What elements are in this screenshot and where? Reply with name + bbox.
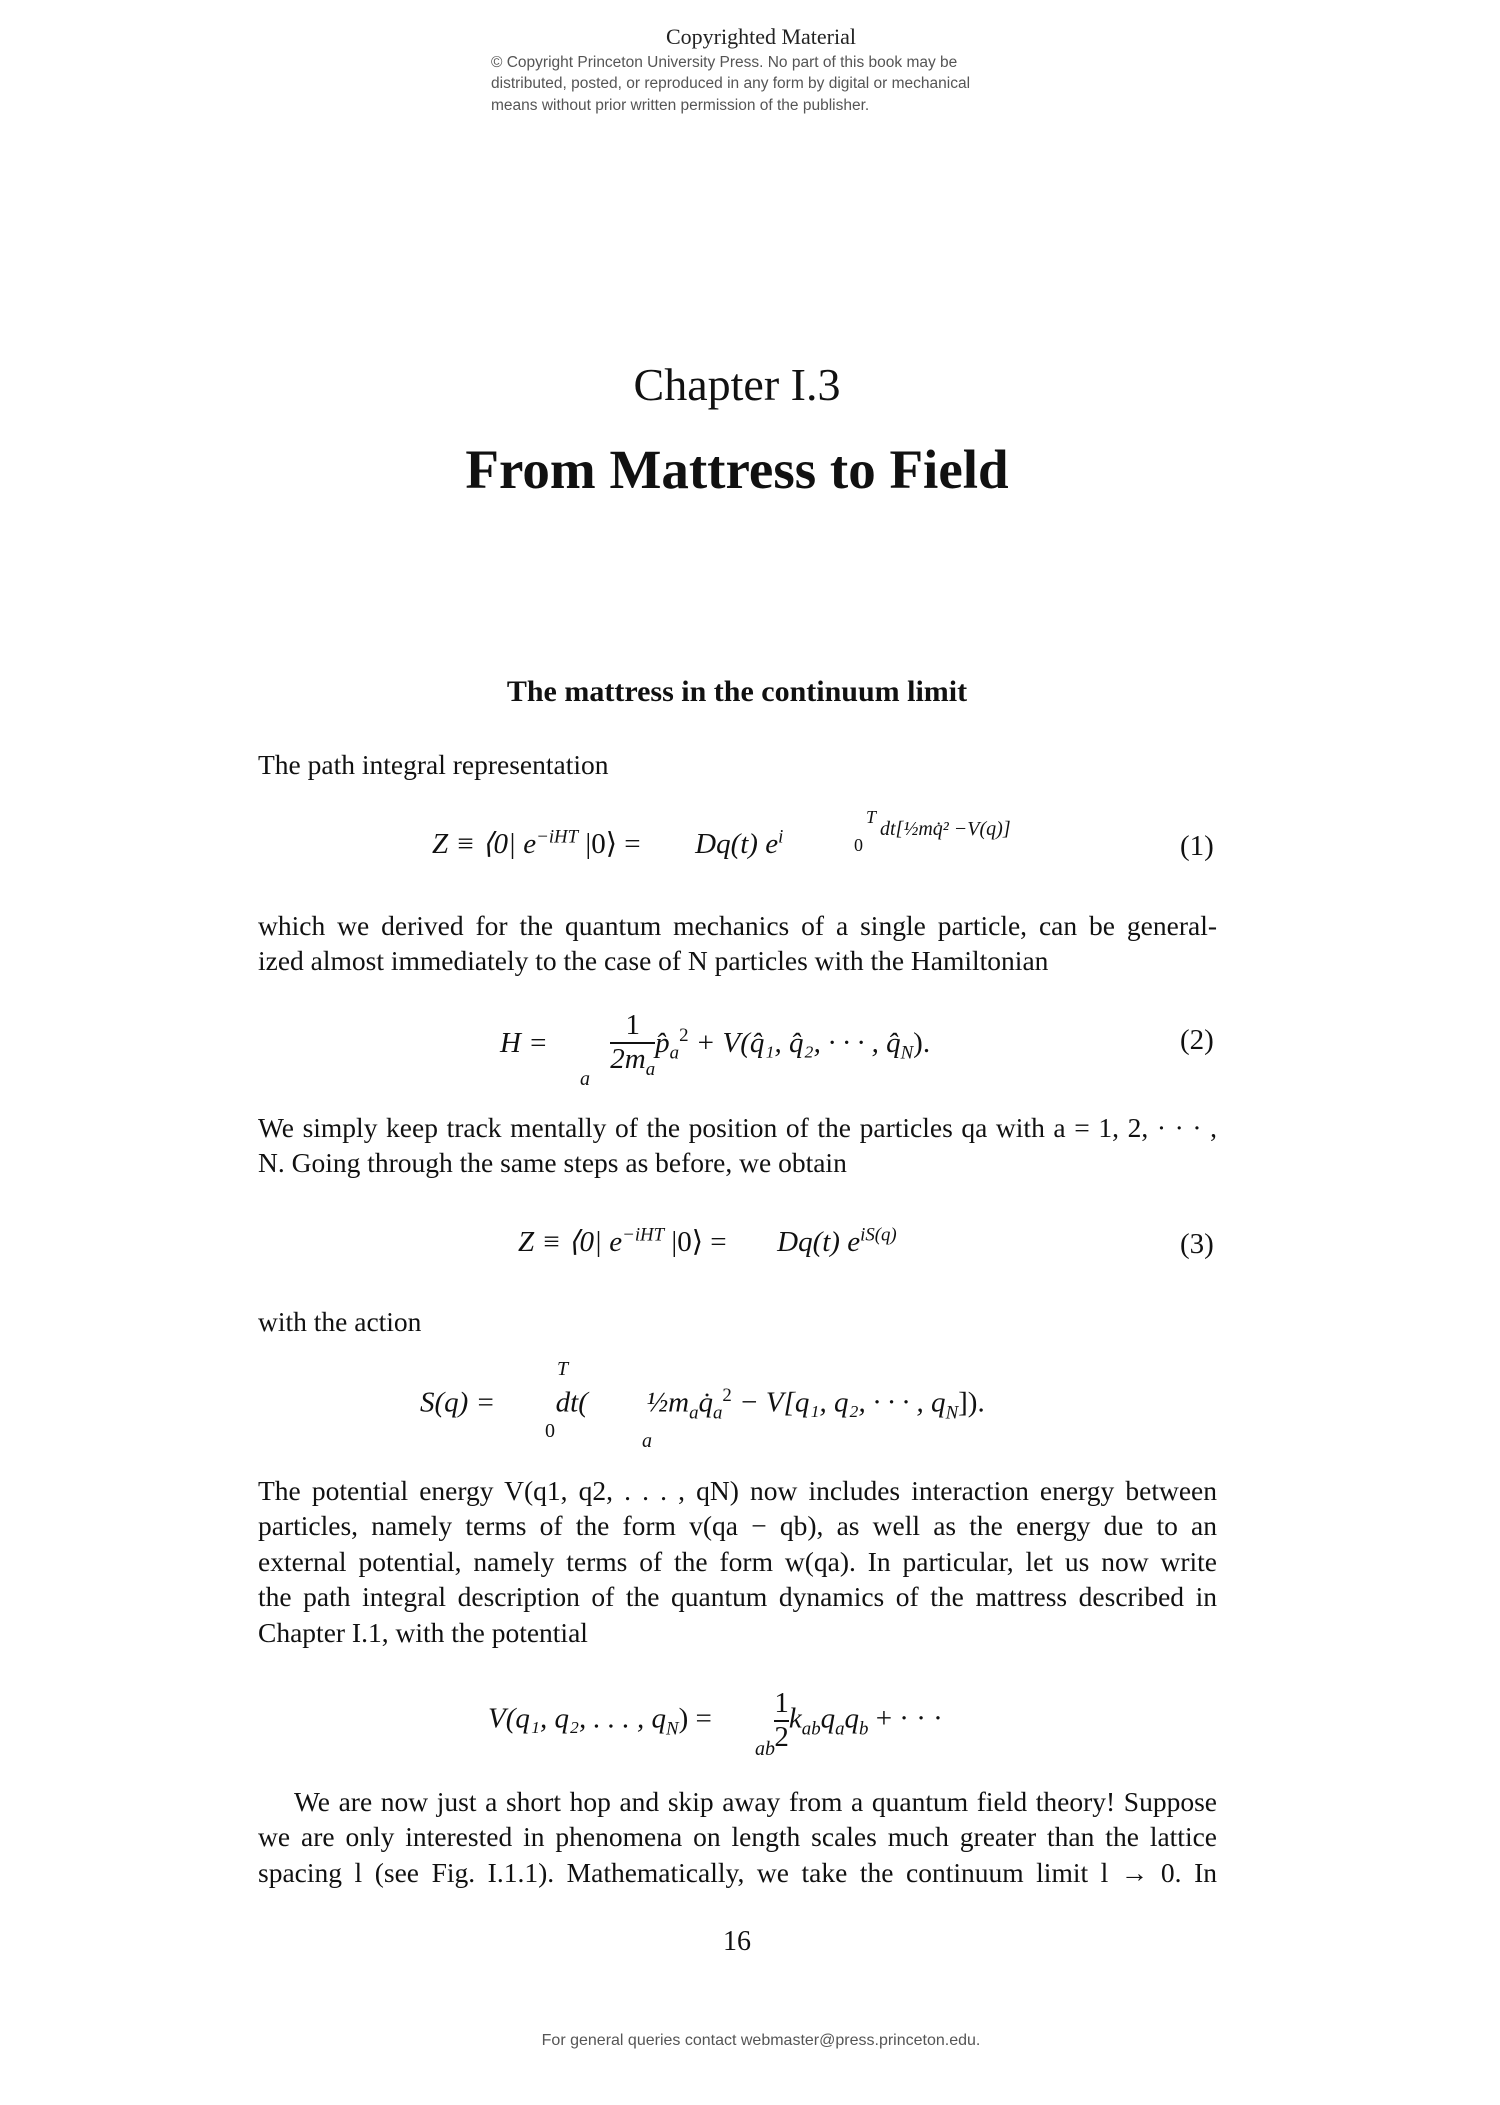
potential: + V(q̂₁, q̂₂, · · · , q̂ [688, 1026, 901, 1059]
sub: ab [801, 1718, 821, 1740]
copyright-header-title: Copyrighted Material [665, 24, 856, 49]
eq-lhs: Z ≡ ⟨0| e [432, 828, 537, 860]
sub: a [669, 1042, 680, 1064]
paragraph-line: We simply keep track mentally of the position of the particles qa with a = 1, 2, · · · , [258, 1112, 1217, 1143]
sup: 2 [722, 1385, 732, 1406]
equation-1 [432, 826, 783, 861]
eq-lhs: Z ≡ ⟨0| e [518, 1226, 623, 1258]
paragraph-line: The path integral representation [258, 749, 609, 780]
sup: 2 [679, 1025, 689, 1047]
eq-lhs: H = [500, 1026, 548, 1059]
eq-mid: |0⟩ = [578, 828, 641, 860]
eq-end: ). [913, 1026, 931, 1059]
denominator: 2m [610, 1042, 646, 1075]
eq-body: q [844, 1702, 860, 1735]
paragraph-line: The potential energy V(q1, q2, . . . , qN) now includes interaction energy between [258, 1475, 1217, 1506]
integral-upper-limit: T [866, 807, 877, 827]
equation-number: (1) [1180, 830, 1214, 862]
copyright-notice-line: © Copyright Princeton University Press. No part of this book may be [491, 54, 958, 71]
fraction [610, 1010, 655, 1080]
paragraph-line: Chapter I.1, with the potential [258, 1617, 588, 1648]
paragraph-line: which we derived for the quantum mechanics of a single particle, can be general- [258, 910, 1217, 941]
sub: a [835, 1718, 845, 1740]
eq-sup: −iHT [536, 826, 579, 848]
equation-number: (2) [1180, 1024, 1214, 1056]
eq-mid: |0⟩ = [664, 1226, 727, 1258]
sum-index: a [642, 1430, 652, 1452]
paragraph-line: the path integral description of the quantum dynamics of the mattress described in [258, 1581, 1217, 1612]
eq-sup: −iHT [622, 1224, 665, 1246]
integral-lower-limit: 0 [854, 835, 863, 855]
sub: N [900, 1042, 914, 1064]
copyright-notice-line: distributed, posted, or reproduced in any form by digital or mechanical [491, 75, 971, 92]
eq-dt: dt( [555, 1386, 588, 1419]
paragraph-line: spacing l (see Fig. I.1.1). Mathematically, we take the continuum limit l → 0. In [258, 1857, 1217, 1888]
eq-end: + · · · [868, 1702, 943, 1735]
eq-end: ]). [958, 1386, 985, 1419]
exponent-integrand: dt[½mq̇² −V(q)] [880, 818, 1011, 840]
equation-3 [518, 1224, 897, 1259]
footer-contact: For general queries contact webmaster@press.princeton.edu. [541, 2032, 981, 2049]
paragraph-line: we are only interested in phenomena on length scales much greater than the lattice [258, 1821, 1217, 1852]
equation-action [420, 1385, 985, 1424]
sub: N [666, 1718, 679, 1740]
eq-sup: i [778, 826, 784, 848]
paragraph-line: external potential, namely terms of the form w(qa). In particular, let us now write [258, 1546, 1217, 1577]
equation-2 [500, 1010, 930, 1080]
equation-number: (3) [1180, 1228, 1214, 1260]
fraction [774, 1688, 789, 1754]
sub: a [689, 1402, 699, 1424]
sum-index: ab [755, 1738, 775, 1760]
paragraph-line: with the action [258, 1306, 422, 1337]
chapter-title: From Mattress to Field [465, 439, 1009, 500]
eq-sup: iS(q) [860, 1224, 897, 1246]
page-number: 16 [723, 1926, 751, 1957]
eq-body: q [820, 1702, 836, 1735]
eq-lhs: V(q₁, q₂, . . . , q [488, 1702, 667, 1735]
paragraph-line: ized almost immediately to the case of N particles with the Hamiltonian [258, 945, 1049, 976]
eq-body: q̇ [698, 1386, 713, 1419]
paragraph-line: N. Going through the same steps as before, we obtain [258, 1147, 847, 1178]
eq-mid: ) = [678, 1702, 712, 1735]
sub: N [945, 1402, 959, 1424]
eq-rhs: Dq(t) e [777, 1226, 861, 1258]
integral-upper-limit: T [557, 1358, 569, 1380]
eq-body: ½m [646, 1386, 690, 1419]
sub: a [645, 1058, 656, 1080]
eq-body: k [788, 1702, 802, 1735]
numerator: 1 [610, 1010, 655, 1044]
sub: b [859, 1718, 869, 1740]
paragraph-line: particles, namely terms of the form v(qa − qb), as well as the energy due to an [258, 1510, 1217, 1541]
sum-index: a [580, 1068, 590, 1090]
section-heading: The mattress in the continuum limit [506, 675, 968, 708]
copyright-notice-line: means without prior written permission of the publisher. [491, 97, 870, 114]
denominator: 2 [774, 1720, 789, 1753]
paragraph-line: We are now just a short hop and skip away from a quantum field theory! Suppose [294, 1786, 1217, 1817]
integral-lower-limit: 0 [545, 1420, 555, 1442]
momentum: p̂ [655, 1026, 670, 1059]
sub: a [712, 1402, 723, 1424]
numerator: 1 [774, 1688, 789, 1722]
eq-rhs: Dq(t) e [695, 828, 779, 860]
eq-body: − V[q₁, q₂, · · · , q [731, 1386, 946, 1419]
eq-lhs: S(q) = [420, 1386, 496, 1419]
equation-potential [488, 1688, 943, 1754]
chapter-label: Chapter I.3 [633, 359, 841, 410]
